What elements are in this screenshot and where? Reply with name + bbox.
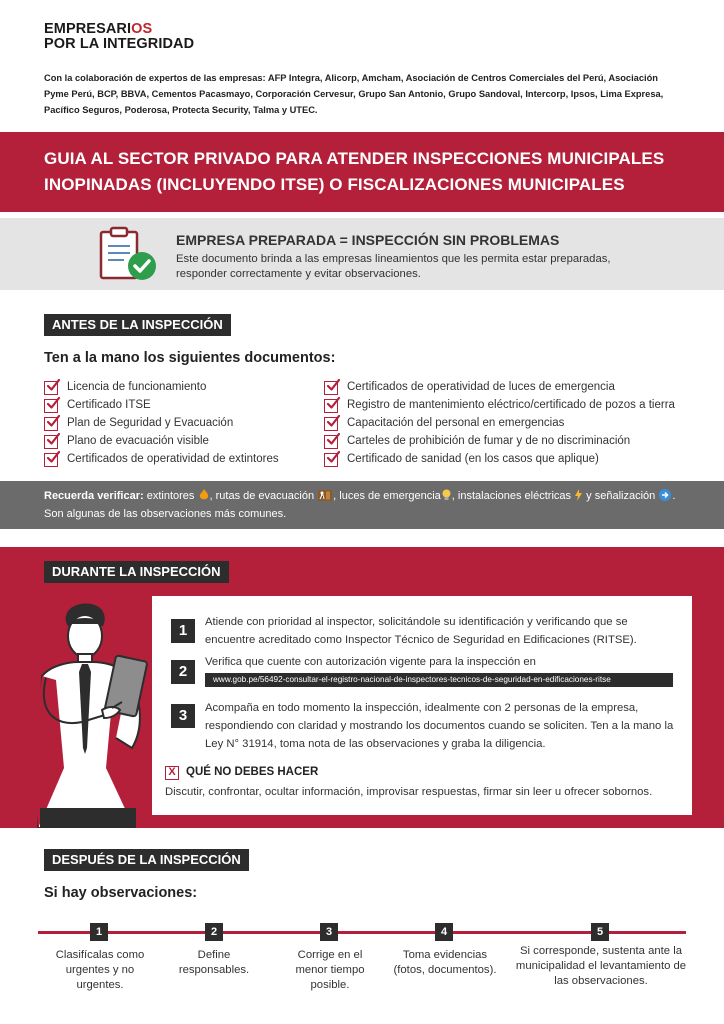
inspector-person-illustration <box>12 598 172 828</box>
light-bulb-icon <box>442 489 451 501</box>
despues-step-1-text: Clasifícalas como urgentes y no urgentes. <box>55 949 145 991</box>
x-mark-icon: X <box>165 766 179 780</box>
document-item-label: Capacitación del personal en emergencias <box>347 417 565 429</box>
durante-step-3-text: Acompaña en todo momento la inspección, idealmente con 2 personas de la empresa, respondiendo con claridad y mostrando los documentos cuando se soliciten. Ten a la mano la Ley N° 31914, toma nota de las observaciones y graba la diligencia. <box>205 702 674 750</box>
no-hacer-title: QUÉ NO DEBES HACER <box>186 766 319 778</box>
ritse-registry-link[interactable]: www.gob.pe/56492-consultar-el-registro-nacional-de-inspectores-tecnicos-de-seguridad-en-edificaciones-ritse <box>205 673 673 687</box>
despues-step-5-number: 5 <box>591 923 609 941</box>
durante-section-label: DURANTE LA INSPECCIÓN <box>44 561 229 583</box>
document-item-label: Certificado de sanidad (en los casos que aplique) <box>347 453 599 465</box>
document-item-label: Certificado ITSE <box>67 399 151 411</box>
checkbox-checked-icon <box>44 399 58 413</box>
recuerda-lead: Recuerda verificar: <box>44 490 144 502</box>
despues-step-5-text: Si corresponde, sustenta ante la municipalidad el levantamiento de las observaciones. <box>515 945 687 987</box>
document-item-label: Plan de Seguridad y Evacuación <box>67 417 234 429</box>
document-item <box>324 432 675 450</box>
logo-line-1 <box>44 22 194 37</box>
checkbox-checked-icon <box>44 417 58 431</box>
document-item-label: Certificados de operatividad de luces de emergencia <box>347 381 615 393</box>
despues-step-4-text: Toma evidencias (fotos, documentos). <box>393 949 497 976</box>
despues-step-1-number: 1 <box>90 923 108 941</box>
recuerda-item-luces: luces de emergencia <box>339 490 441 502</box>
despues-step-3-number: 3 <box>320 923 338 941</box>
recuerda-item-rutas: rutas de evacuación <box>215 490 315 502</box>
observaciones-heading: Si hay observaciones: <box>44 885 198 901</box>
durante-step-1-number: 1 <box>171 619 195 643</box>
recuerda-sep: , <box>209 490 213 502</box>
document-item-label: Registro de mantenimiento eléctrico/certificado de pozos a tierra <box>347 399 675 411</box>
documents-list-left <box>44 378 279 468</box>
recuerda-line-2: Son algunas de las observaciones más comunes. <box>44 508 287 520</box>
document-item <box>44 450 279 468</box>
antes-section-label: ANTES DE LA INSPECCIÓN <box>44 314 231 336</box>
arrow-right-icon <box>659 489 671 501</box>
recuerda-line-1: Recuerda verificar: extintores , rutas de evacuación , luces de emergencia , instalaciones eléctricas y señalización . <box>44 490 676 502</box>
recuerda-item-instalaciones: instalaciones eléctricas <box>457 490 572 502</box>
checkbox-checked-icon <box>44 435 58 449</box>
page-title: GUIA AL SECTOR PRIVADO PARA ATENDER INSPECCIONES MUNICIPALES INOPINADAS (INCLUYENDO ITSE) O FISCALIZACIONES MUNICIPALES <box>44 149 665 194</box>
recuerda-item-senalizacion: y señalización <box>586 490 656 502</box>
document-item <box>44 378 279 396</box>
lightning-icon <box>575 489 582 501</box>
logo-text-a: EMPRESARI <box>44 21 132 37</box>
despues-section-label: DESPUÉS DE LA INSPECCIÓN <box>44 849 249 871</box>
checkbox-checked-icon <box>324 399 338 413</box>
evacuation-door-icon <box>318 490 332 501</box>
durante-step-1-text: Atiende con prioridad al inspector, solicitándole su identificación y verificando que se encuentre acreditado como Inspector Técnico de Seguridad en Edificaciones (RITSE). <box>205 616 637 646</box>
checkbox-checked-icon <box>44 381 58 395</box>
recuerda-sep: , <box>333 490 337 502</box>
recuerda-band <box>0 481 724 529</box>
checkbox-checked-icon <box>324 435 338 449</box>
checkbox-checked-icon <box>324 417 338 431</box>
document-item <box>324 378 675 396</box>
document-item <box>324 414 675 432</box>
document-item-label: Plano de evacuación visible <box>67 435 209 447</box>
document-item <box>44 432 279 450</box>
checkbox-checked-icon <box>44 453 58 467</box>
document-item-label: Licencia de funcionamiento <box>67 381 207 393</box>
no-hacer-text: Discutir, confrontar, ocultar información, improvisar respuestas, firmar sin leer u ofrecer sobornos. <box>165 786 653 798</box>
document-item <box>44 414 279 432</box>
preparada-title: EMPRESA PREPARADA = INSPECCIÓN SIN PROBLEMAS <box>176 232 560 248</box>
clipboard-check-icon <box>98 226 158 284</box>
fire-icon <box>199 489 209 501</box>
checkbox-checked-icon <box>324 381 338 395</box>
despues-step-2-text: Define responsables. <box>178 949 250 976</box>
document-item <box>44 396 279 414</box>
durante-step-2-number: 2 <box>171 660 195 684</box>
timeline-line <box>38 931 686 934</box>
despues-step-3-text: Corrige en el menor tiempo posible. <box>295 949 365 991</box>
logo-text-b: OS <box>131 21 153 37</box>
preparada-description: Este documento brinda a las empresas lineamientos que les permita estar preparadas, responder correctamente y evitar observaciones. <box>176 253 611 280</box>
document-item <box>324 396 675 414</box>
checkbox-checked-icon <box>324 453 338 467</box>
collaboration-text: Con la colaboración de expertos de las empresas: AFP Integra, Alicorp, Amcham, Asociación de Centros Comerciales del Perú, Asociación Pyme Perú, BCP, BBVA, Cementos Pacasmayo, Corporación Cervesur, Grupo San Antonio, Grupo Sandoval, Intercorp, Ipsos, Lima Expresa, Pacífico Seguros, Poderosa, Protecta Security, Talma y UTEC. <box>44 73 664 115</box>
document-item-label: Carteles de prohibición de fumar y de no discriminación <box>347 435 631 447</box>
recuerda-sep: , <box>451 490 455 502</box>
despues-step-2-number: 2 <box>205 923 223 941</box>
document-item-label: Certificados de operatividad de extintores <box>67 453 279 465</box>
recuerda-item-extintores: extintores <box>146 490 195 502</box>
durante-step-2-text: Verifica que cuente con autorización vigente para la inspección en <box>205 656 536 668</box>
logo <box>44 22 194 52</box>
durante-step-3-number: 3 <box>171 704 195 728</box>
documents-list-right <box>324 378 675 468</box>
documents-heading: Ten a la mano los siguientes documentos: <box>44 350 336 366</box>
document-item <box>324 450 675 468</box>
logo-line-2: POR LA INTEGRIDAD <box>44 36 195 52</box>
despues-step-4-number: 4 <box>435 923 453 941</box>
